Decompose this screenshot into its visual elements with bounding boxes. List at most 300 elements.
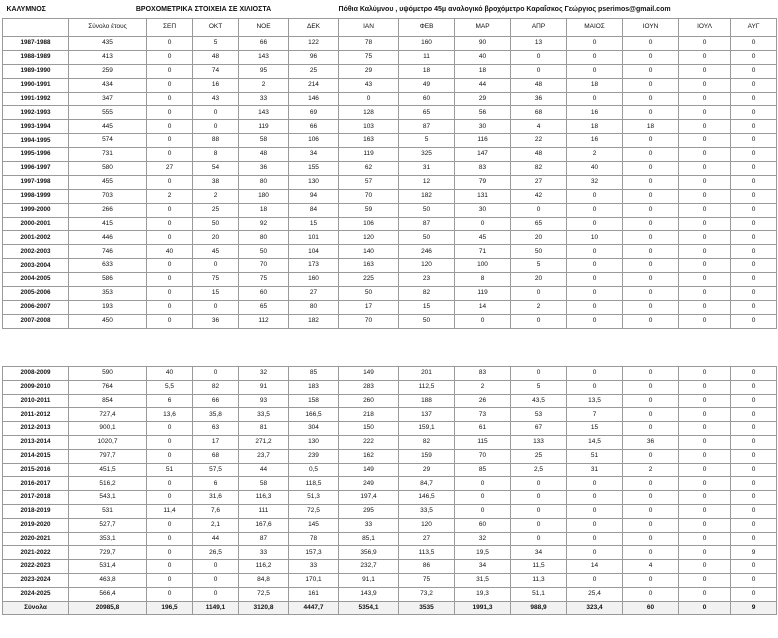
table-cell: 16 xyxy=(567,134,623,148)
table-cell: 81 xyxy=(239,422,289,436)
table-cell: 155 xyxy=(289,162,339,176)
table-cell: 0 xyxy=(623,300,679,314)
table-cell: 119 xyxy=(239,120,289,134)
table-cell: 180 xyxy=(239,189,289,203)
table-cell: 0 xyxy=(731,314,777,328)
table-cell: 0 xyxy=(623,189,679,203)
season-label: 2012-2013 xyxy=(3,422,69,436)
table-cell: 106 xyxy=(289,134,339,148)
table-cell: 51 xyxy=(147,463,193,477)
season-label: 1991-1992 xyxy=(3,92,69,106)
table-cell: 2,5 xyxy=(511,463,567,477)
sheet-title: ΒΡΟΧΟΜΕΤΡΙΚΑ ΣΤΟΙΧΕΙΑ ΣΕ ΧΙΛΙΟΣΤΑ xyxy=(135,5,272,13)
table-row xyxy=(3,50,777,64)
table-cell: 25 xyxy=(511,449,567,463)
table-cell: 0 xyxy=(623,573,679,587)
table-cell: 0 xyxy=(731,380,777,394)
table-cell: 162 xyxy=(339,449,399,463)
table-cell: 0 xyxy=(455,217,511,231)
table-cell: 0 xyxy=(147,231,193,245)
table-cell: 160 xyxy=(399,37,455,51)
table-cell: 0 xyxy=(567,217,623,231)
table-cell: 580 xyxy=(69,162,147,176)
table-cell: 0 xyxy=(679,394,731,408)
season-label: 1997-1998 xyxy=(3,175,69,189)
table-cell: 527,7 xyxy=(69,518,147,532)
totals-cell: 196,5 xyxy=(147,601,193,615)
table-cell: 0 xyxy=(623,314,679,328)
table-cell: 48 xyxy=(511,78,567,92)
table-cell: 30 xyxy=(455,120,511,134)
table-cell: 218 xyxy=(339,408,399,422)
table-cell: 0 xyxy=(623,259,679,273)
table-cell: 347 xyxy=(69,92,147,106)
table-cell: 0 xyxy=(147,78,193,92)
table-cell: 729,7 xyxy=(69,546,147,560)
totals-cell: 988,9 xyxy=(511,601,567,615)
table-cell: 214 xyxy=(289,78,339,92)
table-cell: 356,9 xyxy=(339,546,399,560)
table-cell: 797,7 xyxy=(69,449,147,463)
table-cell: 84 xyxy=(289,203,339,217)
table-cell: 0 xyxy=(731,92,777,106)
table-cell: 15 xyxy=(193,287,239,301)
table-cell: 0 xyxy=(679,546,731,560)
table-cell: 0 xyxy=(147,134,193,148)
table-cell: 15 xyxy=(399,300,455,314)
table-cell: 0 xyxy=(731,504,777,518)
table-cell: 0 xyxy=(147,491,193,505)
table-cell: 0 xyxy=(679,408,731,422)
table-cell: 88 xyxy=(193,134,239,148)
table-cell: 249 xyxy=(339,477,399,491)
table-cell: 40 xyxy=(147,367,193,381)
table-row xyxy=(3,394,777,408)
column-header: ΔΕΚ xyxy=(289,19,339,37)
table-cell: 0 xyxy=(147,314,193,328)
table-cell: 0 xyxy=(623,546,679,560)
table-cell: 764 xyxy=(69,380,147,394)
table-cell: 0 xyxy=(731,573,777,587)
table-cell: 0 xyxy=(679,64,731,78)
season-label: 2019-2020 xyxy=(3,518,69,532)
table-cell: 62 xyxy=(339,162,399,176)
table-cell: 0 xyxy=(567,203,623,217)
table-cell: 0 xyxy=(511,532,567,546)
table-cell: 0 xyxy=(623,422,679,436)
table-cell: 43,5 xyxy=(511,394,567,408)
table-cell: 66 xyxy=(239,37,289,51)
season-label: 2005-2006 xyxy=(3,287,69,301)
table-cell: 130 xyxy=(289,175,339,189)
table-cell: 45 xyxy=(193,245,239,259)
table-cell: 50 xyxy=(239,245,289,259)
table-cell: 0 xyxy=(679,435,731,449)
table-cell: 543,1 xyxy=(69,491,147,505)
table-cell: 159,1 xyxy=(399,422,455,436)
table-cell: 0 xyxy=(567,367,623,381)
table-cell: 455 xyxy=(69,175,147,189)
rainfall-table-lower xyxy=(2,366,777,615)
table-cell: 19,3 xyxy=(455,587,511,601)
table-cell: 120 xyxy=(399,518,455,532)
table-cell: 0 xyxy=(511,64,567,78)
table-cell: 0 xyxy=(679,120,731,134)
table-cell: 95 xyxy=(239,64,289,78)
table-cell: 69 xyxy=(289,106,339,120)
table-cell: 0 xyxy=(567,491,623,505)
table-cell: 703 xyxy=(69,189,147,203)
table-cell: 72,5 xyxy=(239,587,289,601)
table-row xyxy=(3,463,777,477)
table-cell: 101 xyxy=(289,231,339,245)
table-cell: 0 xyxy=(731,491,777,505)
table-cell: 65 xyxy=(239,300,289,314)
table-row xyxy=(3,92,777,106)
table-cell: 182 xyxy=(289,314,339,328)
table-cell: 122 xyxy=(289,37,339,51)
table-cell: 0 xyxy=(731,217,777,231)
table-cell: 19,5 xyxy=(455,546,511,560)
table-cell: 51,1 xyxy=(511,587,567,601)
table-cell: 92 xyxy=(239,217,289,231)
table-cell: 0 xyxy=(147,532,193,546)
table-row xyxy=(3,477,777,491)
table-cell: 0 xyxy=(679,422,731,436)
table-cell: 0 xyxy=(511,504,567,518)
table-cell: 131 xyxy=(455,189,511,203)
table-cell: 143,9 xyxy=(339,587,399,601)
table-cell: 0 xyxy=(147,287,193,301)
table-cell: 4 xyxy=(623,560,679,574)
season-label: 1992-1993 xyxy=(3,106,69,120)
season-label: 1990-1991 xyxy=(3,78,69,92)
table-cell: 0 xyxy=(193,259,239,273)
table-cell: 0 xyxy=(147,560,193,574)
table-cell: 0 xyxy=(147,92,193,106)
page-gap xyxy=(0,344,778,366)
lower-data-rows xyxy=(3,367,777,602)
table-cell: 57,5 xyxy=(193,463,239,477)
table-cell: 325 xyxy=(399,148,455,162)
table-cell: 17 xyxy=(339,300,399,314)
table-cell: 103 xyxy=(339,120,399,134)
table-cell: 0 xyxy=(623,518,679,532)
table-cell: 0 xyxy=(193,367,239,381)
season-label: 1996-1997 xyxy=(3,162,69,176)
table-cell: 78 xyxy=(289,532,339,546)
table-cell: 0 xyxy=(147,435,193,449)
table-cell: 33,5 xyxy=(239,408,289,422)
season-label: 2013-2014 xyxy=(3,435,69,449)
table-cell: 29 xyxy=(339,64,399,78)
table-row xyxy=(3,435,777,449)
table-cell: 0 xyxy=(567,477,623,491)
table-cell: 18 xyxy=(567,78,623,92)
table-cell: 170,1 xyxy=(289,573,339,587)
table-cell: 0 xyxy=(147,203,193,217)
table-cell: 112,5 xyxy=(399,380,455,394)
table-cell: 0 xyxy=(731,134,777,148)
table-cell: 0 xyxy=(679,491,731,505)
season-label: 2007-2008 xyxy=(3,314,69,328)
table-cell: 8 xyxy=(455,273,511,287)
table-cell: 353,1 xyxy=(69,532,147,546)
table-cell: 128 xyxy=(339,106,399,120)
season-label: 2002-2003 xyxy=(3,245,69,259)
table-cell: 22 xyxy=(511,134,567,148)
table-cell: 0 xyxy=(623,449,679,463)
table-cell: 0 xyxy=(623,367,679,381)
season-label: 1989-1990 xyxy=(3,64,69,78)
table-cell: 0 xyxy=(679,245,731,259)
table-cell: 166,5 xyxy=(289,408,339,422)
table-cell: 42 xyxy=(511,189,567,203)
table-cell: 149 xyxy=(339,463,399,477)
table-cell: 2 xyxy=(193,189,239,203)
table-cell: 0 xyxy=(567,380,623,394)
table-cell: 201 xyxy=(399,367,455,381)
table-cell: 0 xyxy=(147,120,193,134)
table-cell: 44 xyxy=(193,532,239,546)
table-cell: 0 xyxy=(511,50,567,64)
table-cell: 0 xyxy=(679,573,731,587)
table-cell: 0 xyxy=(731,189,777,203)
table-cell: 83 xyxy=(455,367,511,381)
table-cell: 84,7 xyxy=(399,477,455,491)
table-cell: 60 xyxy=(399,92,455,106)
table-cell: 68 xyxy=(511,106,567,120)
table-cell: 0 xyxy=(731,560,777,574)
table-cell: 29 xyxy=(399,463,455,477)
table-cell: 73,2 xyxy=(399,587,455,601)
table-cell: 150 xyxy=(339,422,399,436)
totals-cell: 20985,8 xyxy=(69,601,147,615)
table-cell: 48 xyxy=(193,50,239,64)
table-cell: 197,4 xyxy=(339,491,399,505)
table-cell: 26,5 xyxy=(193,546,239,560)
table-cell: 87 xyxy=(239,532,289,546)
table-cell: 87 xyxy=(399,217,455,231)
column-header-row xyxy=(3,19,777,37)
table-cell: 75 xyxy=(239,273,289,287)
table-cell: 0 xyxy=(193,573,239,587)
table-cell: 149 xyxy=(339,367,399,381)
table-cell: 1020,7 xyxy=(69,435,147,449)
table-cell: 0 xyxy=(567,259,623,273)
table-cell: 16 xyxy=(567,106,623,120)
table-cell: 83 xyxy=(455,162,511,176)
table-cell: 0 xyxy=(567,273,623,287)
table-cell: 70 xyxy=(339,314,399,328)
column-header: ΙΟΥΛ xyxy=(679,19,731,37)
table-cell: 63 xyxy=(193,422,239,436)
season-label: 1987-1988 xyxy=(3,37,69,51)
season-label: 2000-2001 xyxy=(3,217,69,231)
table-row xyxy=(3,64,777,78)
table-cell: 0 xyxy=(567,518,623,532)
season-label: 2008-2009 xyxy=(3,367,69,381)
table-cell: 0 xyxy=(679,367,731,381)
table-cell: 25 xyxy=(289,64,339,78)
table-cell: 0 xyxy=(731,64,777,78)
table-cell: 0 xyxy=(731,273,777,287)
table-cell: 555 xyxy=(69,106,147,120)
table-row xyxy=(3,367,777,381)
totals-cell: 1991,3 xyxy=(455,601,511,615)
table-row xyxy=(3,314,777,328)
table-cell: 11,3 xyxy=(511,573,567,587)
table-cell: 0 xyxy=(731,518,777,532)
table-cell: 0 xyxy=(567,287,623,301)
table-cell: 0 xyxy=(731,120,777,134)
table-cell: 23,7 xyxy=(239,449,289,463)
table-cell: 36 xyxy=(511,92,567,106)
table-cell: 0 xyxy=(455,504,511,518)
table-cell: 57 xyxy=(339,175,399,189)
table-cell: 32 xyxy=(455,532,511,546)
table-cell: 96 xyxy=(289,50,339,64)
table-cell: 446 xyxy=(69,231,147,245)
table-cell: 49 xyxy=(399,78,455,92)
table-cell: 0 xyxy=(623,477,679,491)
table-cell: 0 xyxy=(679,504,731,518)
table-cell: 65 xyxy=(399,106,455,120)
upper-data-rows xyxy=(3,37,777,329)
table-cell: 0 xyxy=(567,532,623,546)
season-label: 2022-2023 xyxy=(3,560,69,574)
table-cell: 531,4 xyxy=(69,560,147,574)
table-cell: 0 xyxy=(731,435,777,449)
table-cell: 0 xyxy=(147,273,193,287)
table-cell: 0 xyxy=(731,148,777,162)
table-row xyxy=(3,518,777,532)
table-cell: 0 xyxy=(193,587,239,601)
table-cell: 6 xyxy=(147,394,193,408)
table-cell: 0 xyxy=(731,394,777,408)
table-cell: 50 xyxy=(339,287,399,301)
season-label: 1995-1996 xyxy=(3,148,69,162)
table-cell: 10 xyxy=(567,231,623,245)
table-row xyxy=(3,300,777,314)
table-cell: 0 xyxy=(679,532,731,546)
table-cell: 731 xyxy=(69,148,147,162)
table-cell: 0 xyxy=(567,546,623,560)
table-cell: 0 xyxy=(623,203,679,217)
table-row xyxy=(3,273,777,287)
table-cell: 16 xyxy=(193,78,239,92)
table-cell: 0 xyxy=(147,50,193,64)
column-header: ΟΚΤ xyxy=(193,19,239,37)
table-cell: 119 xyxy=(455,287,511,301)
totals-cell: 60 xyxy=(623,601,679,615)
table-cell: 137 xyxy=(399,408,455,422)
table-cell: 0 xyxy=(567,189,623,203)
table-cell: 33 xyxy=(339,518,399,532)
season-label: 2015-2016 xyxy=(3,463,69,477)
table-row xyxy=(3,78,777,92)
table-cell: 36 xyxy=(623,435,679,449)
table-cell: 0 xyxy=(731,367,777,381)
table-cell: 160 xyxy=(289,273,339,287)
table-cell: 188 xyxy=(399,394,455,408)
season-label: 2006-2007 xyxy=(3,300,69,314)
table-cell: 0 xyxy=(147,175,193,189)
table-cell: 0 xyxy=(623,134,679,148)
table-cell: 27 xyxy=(399,532,455,546)
table-row xyxy=(3,504,777,518)
table-cell: 34 xyxy=(511,546,567,560)
table-cell: 516,2 xyxy=(69,477,147,491)
table-cell: 60 xyxy=(455,518,511,532)
column-header: ΙΑΝ xyxy=(339,19,399,37)
table-cell: 91 xyxy=(239,380,289,394)
table-cell: 116,2 xyxy=(239,560,289,574)
table-cell: 0 xyxy=(623,394,679,408)
table-cell: 111 xyxy=(239,504,289,518)
table-cell: 0 xyxy=(731,245,777,259)
table-row xyxy=(3,120,777,134)
table-cell: 0 xyxy=(679,560,731,574)
table-cell: 566,4 xyxy=(69,587,147,601)
table-cell: 0 xyxy=(567,300,623,314)
totals-cell: 3120,8 xyxy=(239,601,289,615)
table-cell: 68 xyxy=(193,449,239,463)
table-cell: 0 xyxy=(679,78,731,92)
table-cell: 0 xyxy=(731,532,777,546)
table-row xyxy=(3,134,777,148)
table-cell: 70 xyxy=(239,259,289,273)
table-cell: 0 xyxy=(623,162,679,176)
table-cell: 18 xyxy=(399,64,455,78)
table-cell: 29 xyxy=(455,92,511,106)
table-cell: 79 xyxy=(455,175,511,189)
table-cell: 2 xyxy=(147,189,193,203)
table-cell: 87 xyxy=(399,120,455,134)
table-cell: 146 xyxy=(289,92,339,106)
table-cell: 133 xyxy=(511,435,567,449)
table-cell: 93 xyxy=(239,394,289,408)
table-cell: 0 xyxy=(679,50,731,64)
table-cell: 11 xyxy=(399,50,455,64)
table-cell: 25 xyxy=(193,203,239,217)
table-cell: 0 xyxy=(567,37,623,51)
table-cell: 100 xyxy=(455,259,511,273)
table-row xyxy=(3,162,777,176)
table-cell: 854 xyxy=(69,394,147,408)
season-label: 2018-2019 xyxy=(3,504,69,518)
table-cell: 0 xyxy=(679,134,731,148)
table-cell: 75 xyxy=(339,50,399,64)
table-cell: 44 xyxy=(239,463,289,477)
table-cell: 6 xyxy=(193,477,239,491)
table-cell: 2,1 xyxy=(193,518,239,532)
table-cell: 0 xyxy=(623,273,679,287)
column-header xyxy=(3,19,69,37)
table-cell: 147 xyxy=(455,148,511,162)
table-cell: 32 xyxy=(239,367,289,381)
table-cell: 0 xyxy=(731,300,777,314)
table-cell: 82 xyxy=(399,435,455,449)
table-cell: 5 xyxy=(511,380,567,394)
table-cell: 44 xyxy=(455,78,511,92)
table-cell: 82 xyxy=(193,380,239,394)
table-cell: 0 xyxy=(623,408,679,422)
table-cell: 45 xyxy=(455,231,511,245)
season-label: 2021-2022 xyxy=(3,546,69,560)
table-cell: 35,8 xyxy=(193,408,239,422)
table-cell: 20 xyxy=(511,273,567,287)
